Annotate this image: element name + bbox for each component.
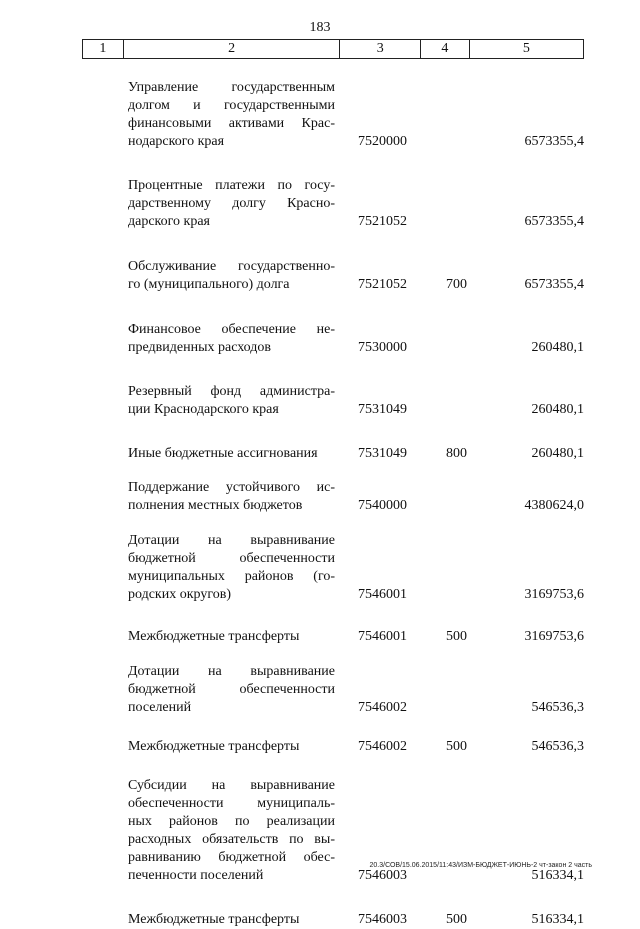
row-sum: 260480,1 [531,402,584,417]
row-name-line: нодарского края [128,134,225,149]
row-name [128,911,335,929]
row-code: 7546001 [358,629,407,644]
row-name-line: Дотации на выравнивание [128,533,335,548]
row-name-line: Дотации на выравнивание [128,664,335,679]
row-name-line: ции Краснодарского края [128,402,279,417]
table-row [0,628,640,646]
row-name-line: родских округов) [128,587,232,602]
row-name-line: предвиденных расходов [128,340,272,355]
row-sum: 3169753,6 [524,629,584,644]
row-code: 7546002 [358,700,407,715]
row-name-line: Обслуживание государственно- [128,259,335,274]
table-row [0,479,640,515]
row-name-line: дарского края [128,214,210,229]
row-name-line: бюджетной обеспеченности [128,551,335,566]
row-code: 7546002 [358,739,407,754]
row-code: 7530000 [358,340,407,355]
row-sum: 4380624,0 [524,498,584,513]
header-col-2: 2 [123,40,340,58]
row-name-line: Межбюджетные трансферты [128,739,300,754]
row-sum: 546536,3 [531,700,584,715]
row-name-line: муниципальных районов (го- [128,569,335,584]
row-sum: 6573355,4 [524,214,584,229]
row-name-line: Поддержание устойчивого ис- [128,480,335,495]
row-name-line: равниванию бюджетной обес- [128,850,335,865]
header-col-3: 3 [339,40,420,58]
row-expense-type: 500 [446,912,467,927]
row-name-line: ных районов по реализации [128,814,335,829]
row-name-line: расходных обязательств по вы- [128,832,335,847]
row-name-line: печенности поселений [128,868,264,883]
row-name [128,777,335,885]
row-expense-type: 700 [446,277,467,292]
row-name-line: Межбюджетные трансферты [128,629,300,644]
row-sum: 546536,3 [531,739,584,754]
row-sum: 260480,1 [531,446,584,461]
row-code: 7520000 [358,134,407,149]
row-expense-type: 500 [446,629,467,644]
row-sum: 260480,1 [531,340,584,355]
row-name-line: долгом и государственными [128,98,335,113]
table-row [0,445,640,463]
row-name [128,258,335,294]
row-name-line: Резервный фонд администра- [128,384,335,399]
row-name-line: полнения местных бюджетов [128,498,303,513]
row-name [128,321,335,357]
table-row [0,177,640,231]
page-number: 183 [309,20,331,35]
row-name-line: Межбюджетные трансферты [128,912,300,927]
row-code: 7546003 [358,912,407,927]
table-row [0,663,640,717]
row-name-line: Иные бюджетные ассигнования [128,446,318,461]
row-name [128,628,335,646]
row-name-line: Управление государственным [128,80,335,95]
row-code: 7546001 [358,587,407,602]
row-name [128,445,335,463]
row-name-line: Субсидии на выравнивание [128,778,335,793]
table-row [0,532,640,604]
row-sum: 516334,1 [531,868,584,883]
row-code: 7531049 [358,446,407,461]
row-name-line: бюджетной обеспеченности [128,682,335,697]
row-name-line: поселений [128,700,192,715]
row-name [128,479,335,515]
row-name-line: Финансовое обеспечение не- [128,322,335,337]
row-name [128,532,335,604]
table-row [0,321,640,357]
table-row [0,258,640,294]
table-header [82,39,584,59]
row-sum: 6573355,4 [524,134,584,149]
row-name [128,79,335,151]
row-code: 7531049 [358,402,407,417]
table-row [0,911,640,929]
row-name [128,738,335,756]
document-footer: 20.3/СОВ/15.06.2015/11:43/ИЗМ-БЮДЖЕТ-ИЮНЬ-2 чт-закон 2 часть [369,862,592,869]
row-code: 7540000 [358,498,407,513]
row-sum: 516334,1 [531,912,584,927]
row-name [128,177,335,231]
row-name-line: Процентные платежи по госу- [128,178,335,193]
row-code: 7546003 [358,868,407,883]
table-body [0,59,640,929]
table-row [0,738,640,756]
row-sum: 3169753,6 [524,587,584,602]
table-row [0,79,640,151]
row-code: 7521052 [358,214,407,229]
row-name-line: обеспеченности муниципаль- [128,796,335,811]
header-col-1: 1 [82,40,123,58]
row-code: 7521052 [358,277,407,292]
row-sum: 6573355,4 [524,277,584,292]
row-name-line: дарственному долгу Красно- [128,196,335,211]
header-col-5: 5 [469,40,584,58]
header-col-4: 4 [420,40,469,58]
row-expense-type: 500 [446,739,467,754]
row-expense-type: 800 [446,446,467,461]
table-row [0,383,640,419]
row-name [128,663,335,717]
row-name-line: го (муниципального) долга [128,277,290,292]
row-name [128,383,335,419]
row-name-line: финансовыми активами Крас- [128,116,335,131]
